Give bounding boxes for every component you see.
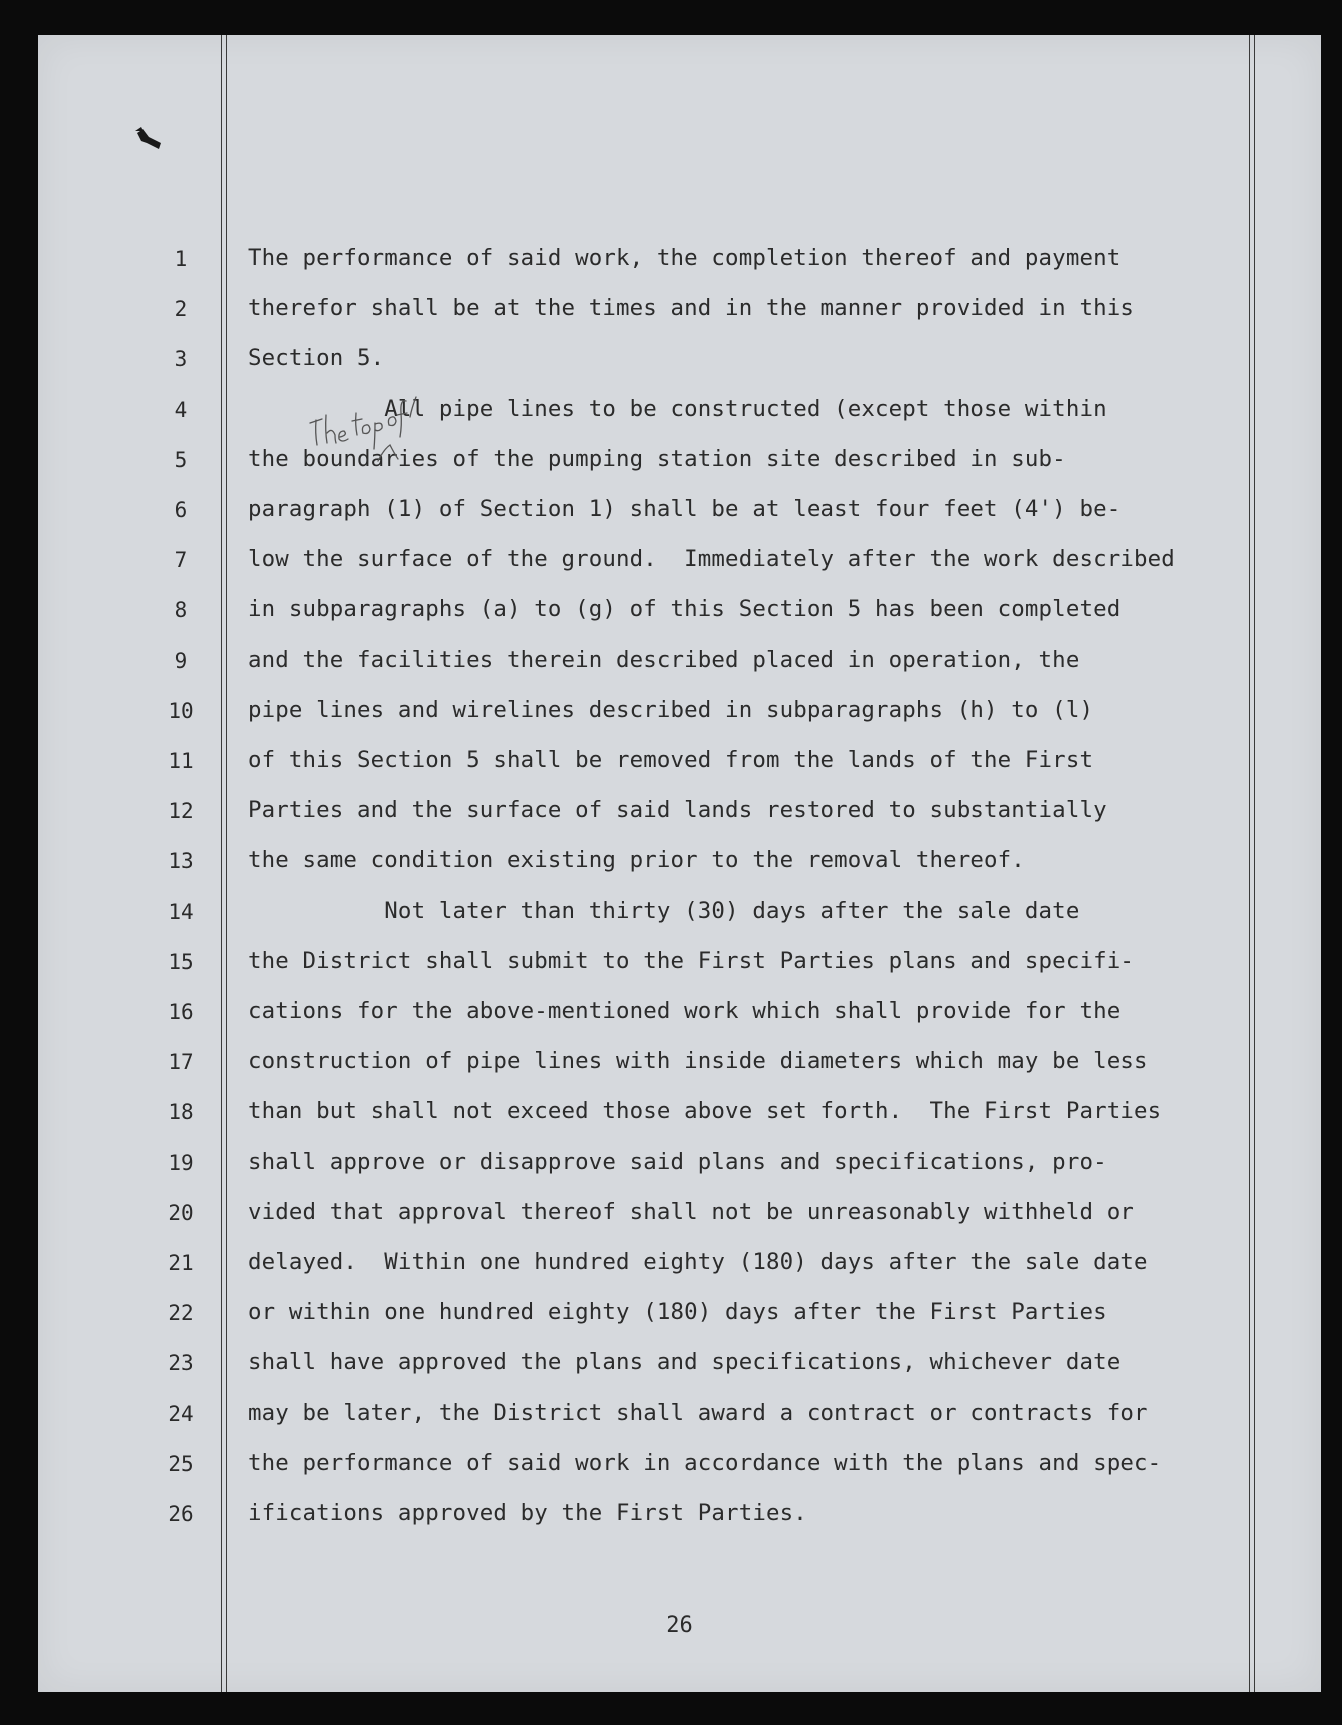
text-line: pipe lines and wirelines described in subparagraphs (h) to (l) bbox=[248, 696, 1094, 723]
line-number: 10 bbox=[168, 698, 194, 723]
line-number: 21 bbox=[168, 1251, 194, 1275]
line-number: 22 bbox=[168, 1301, 194, 1326]
handwritten-annotation bbox=[306, 393, 446, 463]
line-number: 14 bbox=[168, 899, 194, 924]
text-line: The performance of said work, the completion thereof and payment bbox=[248, 245, 1121, 271]
text-line: shall have approved the plans and specifications, whichever date bbox=[248, 1349, 1121, 1376]
line-number: 1 bbox=[174, 247, 188, 271]
text-line: construction of pipe lines with inside diameters which may be less bbox=[248, 1048, 1148, 1075]
text-line: therefor shall be at the times and in the manner provided in this bbox=[248, 295, 1134, 322]
text-line: All pipe lines to be constructed (except those within bbox=[248, 395, 1107, 422]
line-number: 25 bbox=[168, 1451, 194, 1476]
line-number: 7 bbox=[174, 548, 188, 573]
line-number: 12 bbox=[168, 799, 194, 824]
line-number: 19 bbox=[168, 1150, 194, 1175]
text-line: the boundaries of the pumping station site described in sub- bbox=[248, 445, 1066, 472]
text-line: in subparagraphs (a) to (g) of this Section 5 has been completed bbox=[248, 596, 1121, 623]
line-number: 5 bbox=[174, 447, 188, 472]
line-number: 17 bbox=[168, 1050, 194, 1075]
text-line: and the facilities therein described placed in operation, the bbox=[248, 646, 1080, 673]
line-number: 6 bbox=[174, 498, 188, 522]
document-page bbox=[38, 35, 1321, 1692]
text-line: delayed. Within one hundred eighty (180) days after the sale date bbox=[248, 1249, 1148, 1275]
text-line: the same condition existing prior to the removal thereof. bbox=[248, 847, 1025, 874]
text-line: paragraph (1) of Section 1) shall be at least four feet (4') be- bbox=[248, 496, 1121, 522]
arrow-mark-icon bbox=[133, 127, 173, 157]
text-line: or within one hundred eighty (180) days after the First Parties bbox=[248, 1299, 1107, 1326]
line-number: 18 bbox=[168, 1100, 194, 1125]
text-line: cations for the above-mentioned work which shall provide for the bbox=[248, 998, 1121, 1024]
text-line: vided that approval thereof shall not be unreasonably withheld or bbox=[248, 1198, 1134, 1225]
text-line: may be later, the District shall award a contract or contracts for bbox=[248, 1399, 1148, 1426]
left-margin-rule bbox=[221, 35, 222, 1692]
line-number: 26 bbox=[168, 1502, 194, 1526]
line-number: 9 bbox=[174, 648, 188, 673]
line-number: 24 bbox=[168, 1401, 194, 1426]
text-line: than but shall not exceed those above set forth. The First Parties bbox=[248, 1098, 1162, 1125]
line-number: 11 bbox=[168, 749, 194, 773]
text-line: Parties and the surface of said lands restored to substantially bbox=[248, 797, 1107, 824]
text-line: Not later than thirty (30) days after the sale date bbox=[248, 897, 1080, 924]
text-line: ifications approved by the First Parties. bbox=[248, 1500, 807, 1526]
text-line: of this Section 5 shall be removed from the lands of the First bbox=[248, 747, 1094, 773]
line-number: 16 bbox=[168, 1000, 194, 1024]
right-margin-rule-outer bbox=[1254, 35, 1255, 1692]
line-number: 23 bbox=[168, 1351, 194, 1376]
line-number: 2 bbox=[174, 297, 188, 322]
line-number: 20 bbox=[168, 1200, 194, 1225]
text-line: the performance of said work in accordance with the plans and spec- bbox=[248, 1449, 1162, 1476]
text-line: shall approve or disapprove said plans and specifications, pro- bbox=[248, 1148, 1107, 1175]
text-line: Section 5. bbox=[248, 345, 385, 372]
text-line: low the surface of the ground. Immediately after the work described bbox=[248, 546, 1175, 573]
page-number: 26 bbox=[666, 1613, 693, 1638]
right-margin-rule bbox=[1249, 35, 1250, 1692]
text-line: the District shall submit to the First Parties plans and specifi- bbox=[248, 947, 1134, 974]
line-number: 3 bbox=[174, 347, 188, 372]
line-number: 15 bbox=[168, 949, 194, 974]
line-number: 4 bbox=[174, 397, 188, 422]
line-number: 13 bbox=[168, 849, 194, 874]
line-number: 8 bbox=[174, 598, 188, 623]
left-margin-rule-inner bbox=[226, 35, 227, 1692]
